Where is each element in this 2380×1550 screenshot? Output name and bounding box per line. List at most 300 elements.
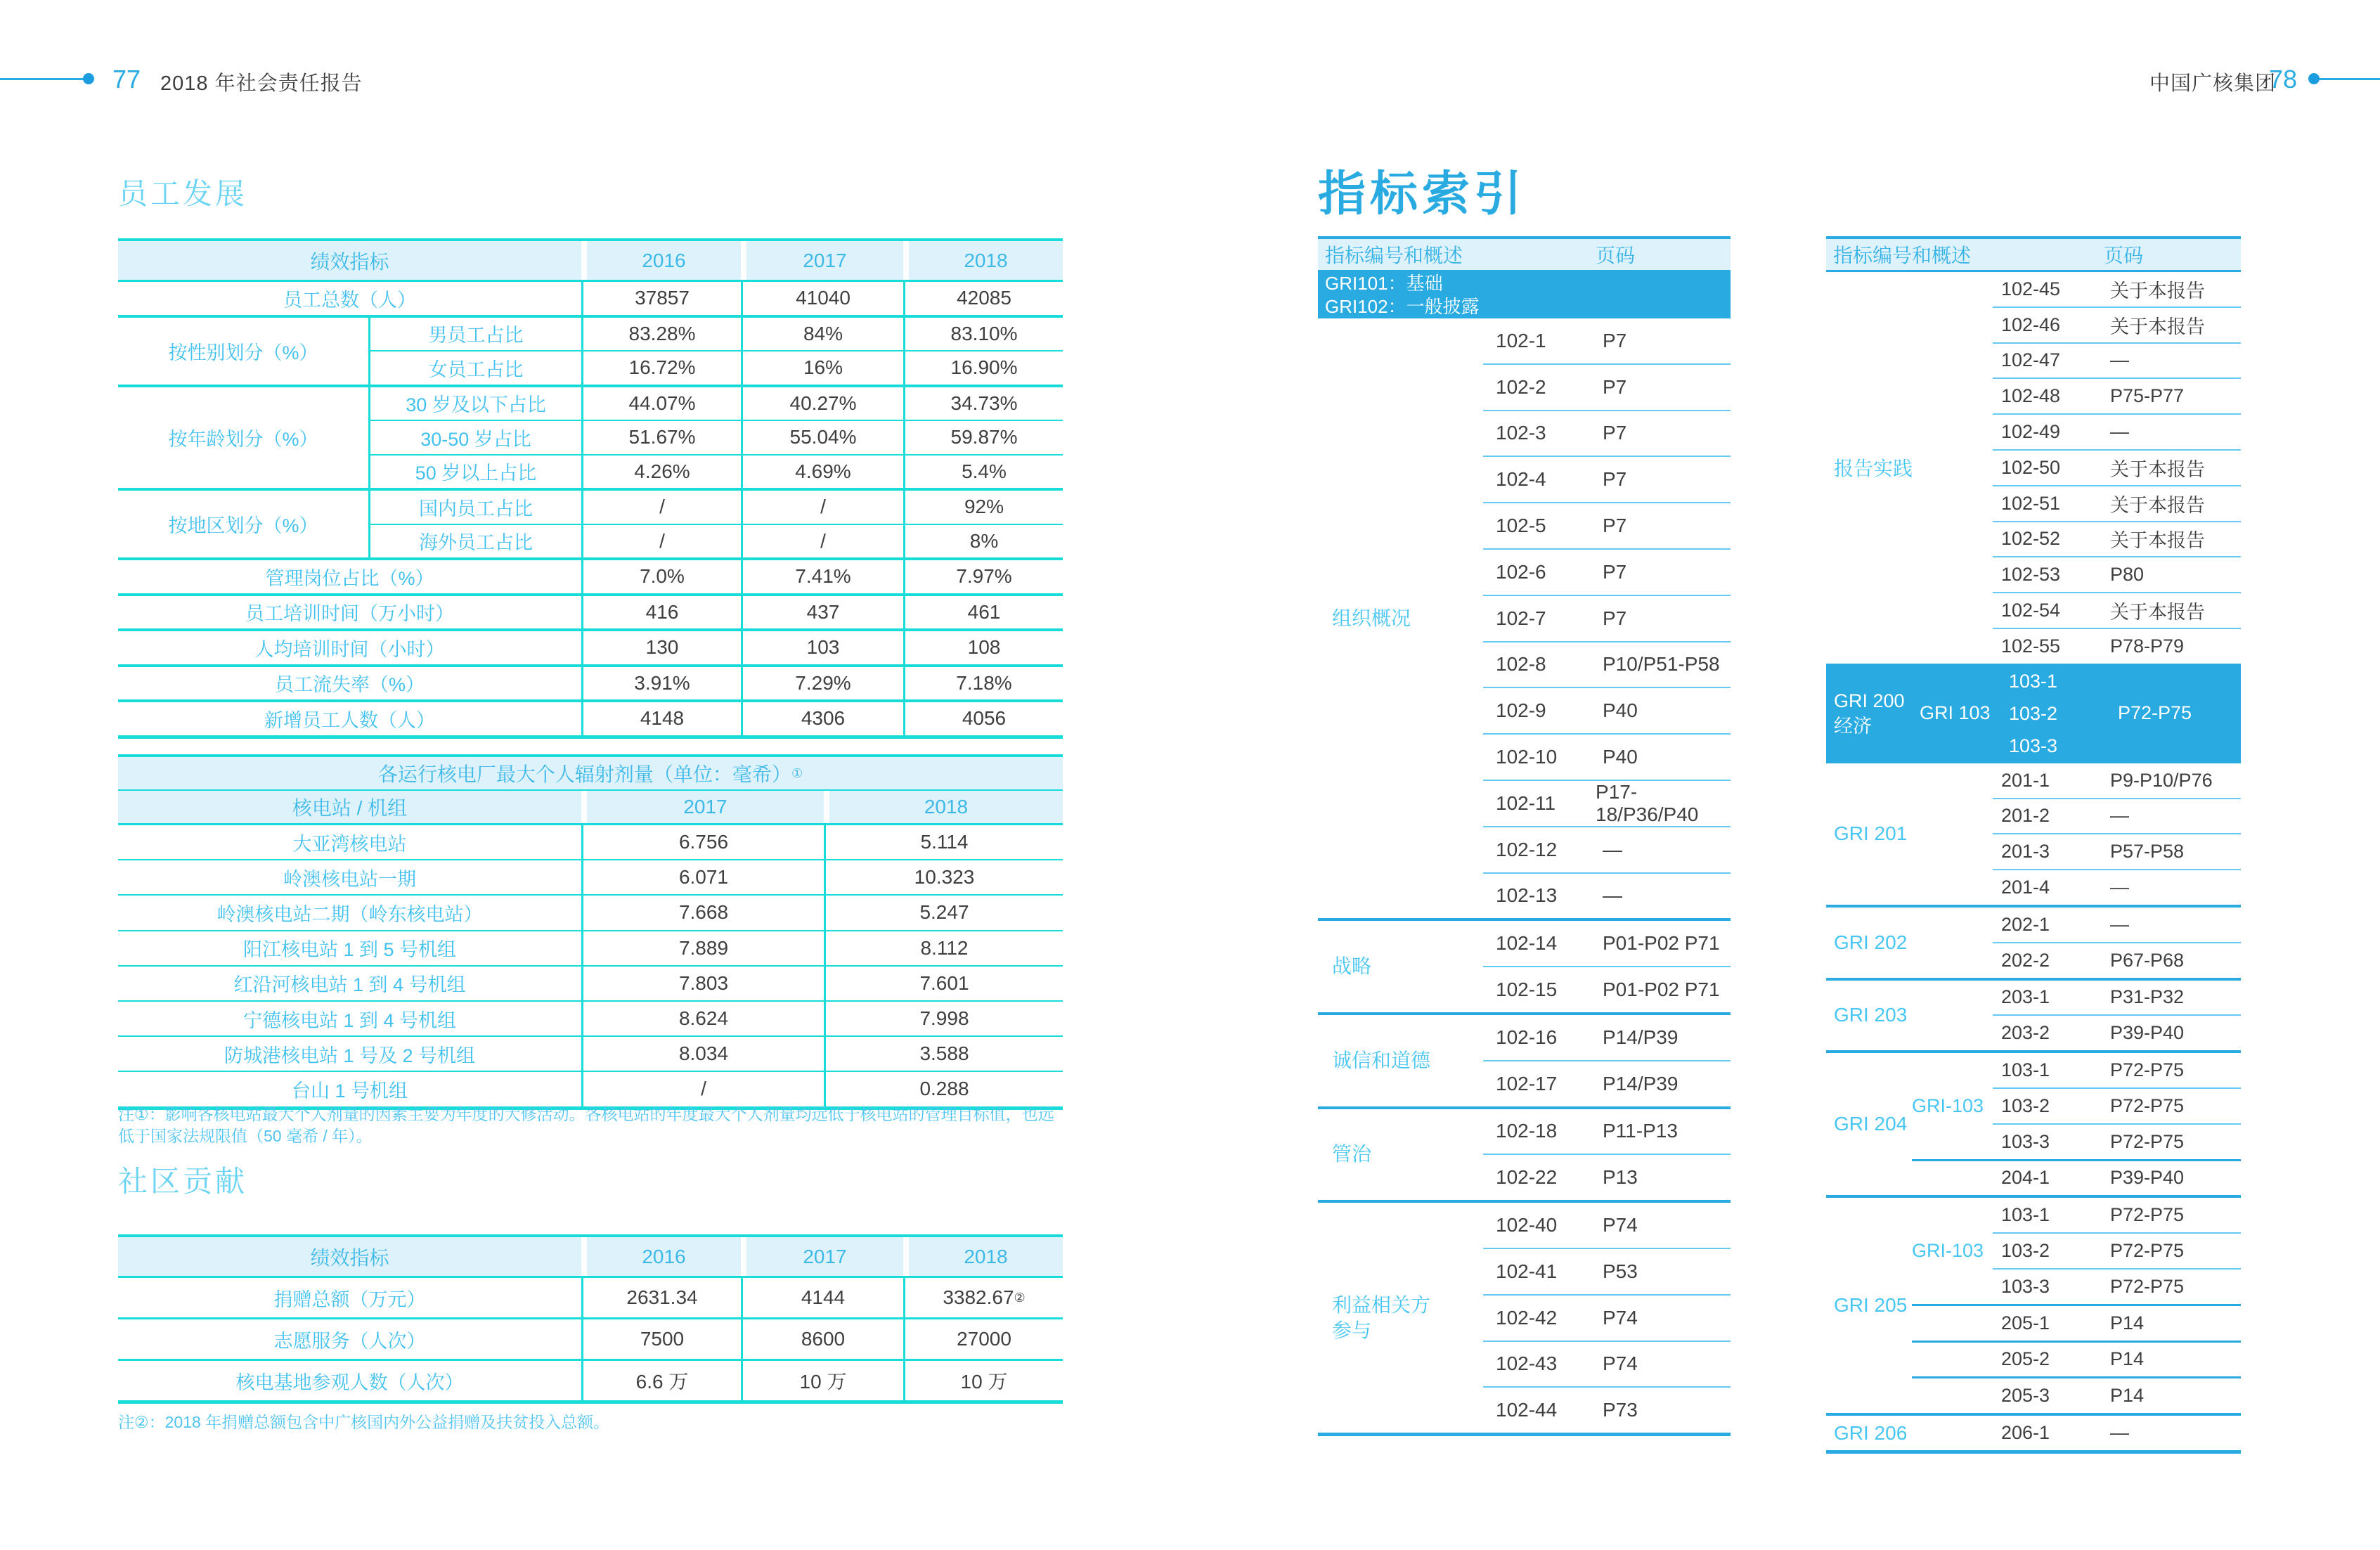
gri-page-ref: — — [2110, 421, 2129, 443]
row-label: 新增员工人数（人） — [264, 709, 435, 731]
table-header-row — [118, 791, 1063, 825]
value-cell: 4056 — [903, 702, 1063, 735]
gri-row — [1993, 1416, 2241, 1450]
column-header: 2016 — [581, 241, 741, 280]
gri-200-banner — [1826, 664, 2241, 763]
gri-page-ref: P72-P75 — [2110, 1130, 2185, 1152]
gri-subgroup — [1912, 1053, 2241, 1158]
gri-indicator: 102-42 — [1496, 1306, 1558, 1329]
table-row — [118, 859, 1063, 894]
gri-row — [1993, 306, 2241, 342]
gri-indicator: 201-2 — [2001, 805, 2050, 827]
value-cell: / — [581, 1072, 824, 1106]
gri-row — [1993, 942, 2241, 978]
table-row — [370, 420, 1063, 454]
gri-group — [1318, 918, 1731, 1012]
gri-page-ref: — — [2110, 877, 2129, 898]
gri-index-left-body — [1318, 318, 1731, 1433]
gri-row — [1483, 1341, 1731, 1387]
gri-index-right-body — [1826, 272, 2241, 1450]
gri-indicator: 102-18 — [1496, 1120, 1558, 1142]
table-row — [118, 894, 1063, 929]
row-label: 阳江核电站 1 到 5 号机组 — [242, 939, 457, 961]
row-group-label: 按性别划分（%） — [118, 318, 370, 385]
gri-page-ref: P80 — [2110, 564, 2145, 586]
table-row-group — [118, 315, 1063, 385]
gri-page-ref: P40 — [1603, 699, 1638, 722]
gri-row — [1993, 908, 2241, 942]
row-label: 人均培训时间（小时） — [254, 638, 445, 660]
gri-row — [1993, 377, 2241, 413]
footnote-1: 注①：影响各核电站最大个人剂量的因素主要为年度的大修活动。各核电站的年度最大个人剂量均远低于核电站的管理目标值，也远低于国家法规限值（50 毫希 / 年）。 — [118, 1105, 1054, 1145]
value-cell: 5.114 — [824, 825, 1063, 859]
value-cell: 27000 — [903, 1319, 1063, 1359]
header-rule-right — [2320, 78, 2380, 80]
gri-category-text: 管治 — [1332, 1143, 1372, 1165]
gri-indicator: 102-17 — [1496, 1072, 1558, 1094]
gri-category-label — [1318, 1203, 1483, 1433]
row-label: 员工流失率（%） — [274, 674, 425, 696]
gri-group — [1826, 1195, 2241, 1413]
table-row-group — [118, 385, 1063, 489]
table-header-row — [118, 1237, 1063, 1278]
table-row — [370, 387, 1063, 420]
gri-indicator: 102-44 — [1496, 1399, 1558, 1421]
gri-indicator: 102-11 — [1496, 792, 1556, 814]
value-cell: 0.288 — [824, 1072, 1063, 1106]
table-header-row — [1318, 236, 1731, 272]
table-row — [118, 1000, 1063, 1035]
gri-subgroup — [1912, 1198, 2241, 1303]
value-cell: 108 — [903, 631, 1063, 664]
page-title-index: 指标索引 — [1318, 167, 1527, 221]
value-cell: 7.601 — [824, 967, 1063, 1000]
row-label: 海外员工占比 — [419, 532, 533, 554]
gri-group-rows — [1483, 1109, 1731, 1201]
gri-row — [1912, 1376, 2241, 1413]
column-header: 核电站 / 机组 — [118, 791, 581, 823]
gri-indicator: 103-3 — [2001, 1275, 2050, 1297]
gri-group — [1826, 763, 2241, 905]
value-cell: 461 — [903, 596, 1063, 629]
table-row-group — [118, 557, 1063, 593]
value-cell: / — [581, 491, 741, 524]
gri-row — [1993, 763, 2241, 798]
gri-page-ref: 关于本报告 — [2110, 316, 2205, 337]
gri-indicator: 103-1 — [2001, 1059, 2050, 1081]
gri-category-label: 报告实践 — [1834, 458, 1913, 480]
value-cell: / — [741, 491, 903, 524]
community-table-body — [118, 1278, 1063, 1400]
gri-indicator: 202-2 — [2001, 949, 2050, 971]
gri-page-ref: P57-P58 — [2110, 841, 2185, 863]
row-label: 50 岁以上占比 — [415, 463, 537, 484]
gri-indicator: 103-1 — [2009, 670, 2058, 692]
gri-row — [1993, 1053, 2241, 1087]
banner-indicators — [2000, 664, 2118, 763]
row-label: 员工培训时间（万小时） — [245, 603, 454, 625]
gri-indicator: 102-3 — [1496, 422, 1546, 444]
value-cell: 4148 — [581, 702, 741, 735]
gri-indicator: 102-9 — [1496, 699, 1546, 722]
gri-page-ref: P72-P75 — [2118, 702, 2192, 724]
gri-category-label: GRI 205 — [1834, 1294, 1908, 1317]
row-label: 岭澳核电站一期 — [283, 868, 416, 890]
footnote-2: 注②：2018 年捐赠总额包含中广核国内外公益捐赠及扶贫投入总额。 — [118, 1413, 610, 1431]
table-row — [118, 1359, 1063, 1400]
table-row — [370, 491, 1063, 524]
table-row-group — [118, 593, 1063, 629]
gri-page-ref: 关于本报告 — [2110, 494, 2205, 516]
gri-row — [1912, 1159, 2241, 1196]
gri-indicator: 102-52 — [2001, 528, 2061, 550]
value-cell: 42085 — [903, 282, 1063, 315]
gri-group — [1826, 272, 2241, 664]
gri-row — [1483, 1015, 1731, 1060]
value-cell: 8% — [903, 525, 1063, 558]
gri-indicator: 102-13 — [1496, 884, 1558, 907]
value-cell: 83.10% — [903, 318, 1063, 351]
gri-category-text: 战略 — [1332, 955, 1372, 978]
value-cell: 7.889 — [581, 931, 824, 965]
gri-row — [1483, 1109, 1731, 1154]
gri-page-ref: P40 — [1603, 746, 1638, 768]
table-row — [370, 350, 1063, 385]
gri-category-text: 利益相关方参与 — [1332, 1293, 1431, 1341]
value-cell: 3.91% — [581, 667, 741, 700]
gri-indicator: 102-5 — [1496, 515, 1546, 537]
table-row — [118, 560, 1063, 593]
gri-indicator: 102-14 — [1496, 932, 1558, 955]
banner-category-line: GRI 200 — [1834, 690, 1905, 711]
value-cell: 16% — [741, 351, 903, 385]
gri-page-ref: P74 — [1603, 1306, 1638, 1329]
gri-row — [1483, 921, 1731, 966]
gri-category-label — [1318, 921, 1483, 1012]
company-name: 中国广核集团 — [2149, 72, 2277, 95]
row-label: 女员工占比 — [428, 359, 524, 380]
value-cell: 4.69% — [741, 456, 903, 489]
table-row — [118, 1035, 1063, 1071]
value-cell: 10 万 — [903, 1361, 1063, 1400]
gri-indicator: 102-51 — [2001, 492, 2061, 514]
value-cell: 10.323 — [824, 860, 1063, 894]
value-cell: 6.6 万 — [581, 1361, 741, 1400]
gri-indicator: 102-7 — [1496, 607, 1546, 629]
gri-indicator: 103-3 — [2001, 1130, 2050, 1152]
gri-page-ref: P39-P40 — [2110, 1022, 2185, 1044]
page-number-right: 78 — [2269, 65, 2298, 93]
gri-row — [1483, 733, 1731, 780]
value-cell: 437 — [741, 596, 903, 629]
gri-indicator: 103-2 — [2001, 1094, 2050, 1116]
radiation-dose-table — [118, 754, 1063, 1110]
column-header: 2017 — [741, 1237, 903, 1276]
gri-row — [1483, 1294, 1731, 1341]
radiation-table-body — [118, 825, 1063, 1106]
column-header: 绩效指标 — [118, 1237, 581, 1276]
gri-row — [1993, 556, 2241, 592]
gri-page-ref: P72-P75 — [2110, 1240, 2185, 1262]
value-cell: 4144 — [741, 1278, 903, 1317]
row-label: 大亚湾核电站 — [292, 833, 407, 855]
gri-page-ref: P74 — [1603, 1352, 1638, 1375]
gri-page-ref: P11-P13 — [1603, 1120, 1678, 1142]
gri-page-ref: P53 — [1603, 1260, 1638, 1282]
table-header-row — [1826, 236, 2241, 272]
value-cell: 83.28% — [581, 318, 741, 351]
gri-row — [1483, 502, 1731, 548]
gri-row — [1483, 1154, 1731, 1200]
row-label: 宁德核电站 1 到 4 号机组 — [242, 1009, 457, 1031]
gri-page-ref: 关于本报告 — [2110, 530, 2205, 552]
gri-subgroup-rows — [1993, 1053, 2241, 1158]
gri-group — [1826, 905, 2241, 978]
value-cell: 3382.67 ② — [903, 1278, 1063, 1317]
gri-row — [1912, 1341, 2241, 1377]
table-title: 各运行核电厂最大个人辐射剂量（单位：毫希） ① — [118, 757, 1063, 791]
banner-category-line: 经济 — [1834, 715, 1872, 737]
gri-indicator: 102-6 — [1496, 560, 1546, 583]
gri-row — [1483, 1060, 1731, 1106]
gri-indicator: 102-15 — [1496, 979, 1558, 1001]
gri-row — [1993, 981, 2241, 1015]
gri-indicator: 203-1 — [2001, 986, 2050, 1008]
table-row — [118, 965, 1063, 1000]
gri-group-rows — [1993, 272, 2241, 664]
gri-indicator: 102-10 — [1496, 746, 1558, 768]
row-label: 捐赠总额（万元） — [273, 1289, 426, 1310]
row-label: 管理岗位占比（%） — [265, 567, 434, 589]
row-label: 岭澳核电站二期（岭东核电站） — [216, 903, 483, 925]
gri-row — [1993, 1232, 2241, 1268]
value-cell: 16.72% — [581, 351, 741, 385]
gri-group-rows — [1993, 908, 2241, 978]
gri-indicator: 102-8 — [1496, 653, 1546, 676]
gri-page-ref: P14/P39 — [1603, 1072, 1679, 1094]
gri-page-ref: P74 — [1603, 1214, 1638, 1236]
gri-group-rows — [1483, 921, 1731, 1012]
gri-indicator: 102-2 — [1496, 375, 1546, 398]
gri-indicator: 102-54 — [2001, 600, 2061, 621]
column-header: 页码 — [1596, 245, 1636, 266]
banner-line: GRI102：一般披露 — [1325, 296, 1480, 317]
value-cell: / — [581, 525, 741, 558]
gri-row — [1993, 1123, 2241, 1159]
gri-row — [1483, 548, 1731, 595]
value-cell: 103 — [741, 631, 903, 664]
table-title-text: 各运行核电厂最大个人辐射剂量（单位：毫希） — [377, 763, 791, 785]
column-header: 指标编号和概述 — [1325, 245, 1463, 266]
gri-indicator: 203-2 — [2001, 1022, 2050, 1044]
gri-row — [1993, 449, 2241, 485]
gri-page-ref: — — [2110, 805, 2129, 827]
gri-indicator: 102-4 — [1496, 468, 1546, 491]
table-row-group — [118, 664, 1063, 700]
gri-category-label: GRI 201 — [1834, 822, 1908, 845]
gri-group-rows — [1483, 1015, 1731, 1106]
value-cell: 7.18% — [903, 667, 1063, 700]
gri-row — [1483, 872, 1731, 919]
row-label: 红沿河核电站 1 到 4 号机组 — [233, 974, 466, 996]
value-cell: 55.04% — [741, 421, 903, 454]
gri-page-ref: — — [2110, 1422, 2129, 1443]
gri-page-ref: P7 — [1603, 375, 1627, 398]
row-label: 核电基地参观人数（人次） — [235, 1371, 464, 1393]
gri-category-label: GRI 202 — [1834, 931, 1908, 953]
gri-page-ref: P13 — [1603, 1166, 1638, 1189]
value-cell: 7.97% — [903, 560, 1063, 593]
banner-category — [1826, 664, 1920, 763]
header-dot-right — [2308, 73, 2320, 84]
gri-sub-label: GRI-103 — [1912, 1094, 1984, 1116]
gri-index-table-left — [1318, 236, 1731, 1436]
value-cell: 416 — [581, 596, 741, 629]
gri-group-inner — [1912, 1053, 2241, 1195]
header-rule-left — [0, 78, 86, 80]
gri-group — [1318, 1012, 1731, 1106]
gri-indicator: 201-1 — [2001, 769, 2050, 791]
gri-page-ref: P14 — [2110, 1348, 2145, 1370]
gri-page-ref: P01-P02 P71 — [1603, 932, 1720, 955]
gri-page-ref: P72-P75 — [2110, 1094, 2185, 1116]
page-number-left: 77 — [112, 65, 141, 93]
row-group-label: 按地区划分（%） — [118, 491, 370, 557]
row-label: 员工总数（人） — [283, 289, 416, 311]
gri-indicator: 102-45 — [2001, 278, 2061, 299]
gri-row — [1993, 1087, 2241, 1123]
gri-page-ref: P39-P40 — [2110, 1167, 2185, 1189]
value-cell: 4306 — [741, 702, 903, 735]
gri-category-text: 组织概况 — [1332, 607, 1411, 629]
value-cell: 7.803 — [581, 967, 824, 1000]
row-group-label: 按年龄划分（%） — [118, 387, 370, 489]
value-cell: 34.73% — [903, 387, 1063, 420]
gri-page-ref: P72-P75 — [2110, 1275, 2185, 1297]
section-title-employee-development: 员工发展 — [118, 177, 248, 210]
gri-page-ref: 关于本报告 — [2110, 280, 2205, 302]
gri-101-102-banner — [1318, 272, 1731, 318]
gri-indicator: 102-49 — [2001, 421, 2061, 443]
gri-group-rows — [1483, 1203, 1731, 1433]
row-group-rows — [370, 318, 1063, 385]
value-cell: 37857 — [581, 282, 741, 315]
gri-sub-label: GRI-103 — [1912, 1240, 1984, 1262]
gri-indicator: 102-41 — [1496, 1260, 1558, 1282]
gri-page-ref: — — [1603, 884, 1622, 907]
gri-row — [1483, 410, 1731, 456]
gri-indicator: 205-1 — [2001, 1312, 2050, 1333]
gri-group — [1318, 318, 1731, 918]
column-header: 2017 — [741, 241, 903, 280]
gri-indicator: 102-53 — [2001, 564, 2061, 586]
gri-row — [1993, 869, 2241, 905]
gri-page-ref: — — [1603, 838, 1622, 860]
value-cell: 40.27% — [741, 387, 903, 420]
gri-group — [1826, 978, 2241, 1051]
gri-row — [1993, 272, 2241, 306]
value-cell: 5.247 — [824, 896, 1063, 929]
value-cell: 130 — [581, 631, 741, 664]
gri-page-ref: P72-P75 — [2110, 1204, 2185, 1226]
value-cell: 7.998 — [824, 1002, 1063, 1035]
value-cell: 7.41% — [741, 560, 903, 593]
gri-indicator: 205-3 — [2001, 1385, 2050, 1407]
gri-group-rows — [1993, 981, 2241, 1051]
table-header-row — [118, 241, 1063, 282]
table-row-group — [118, 282, 1063, 315]
gri-indicator: 103-3 — [2009, 735, 2058, 756]
gri-category-label — [1318, 1109, 1483, 1201]
row-label: 国内员工占比 — [419, 498, 533, 519]
gri-page-ref: P7 — [1603, 560, 1627, 583]
gri-indicator: 204-1 — [2001, 1167, 2050, 1189]
value-cell: 16.90% — [903, 351, 1063, 385]
table-row-group — [118, 699, 1063, 735]
table-row — [118, 1317, 1063, 1359]
table-row — [118, 631, 1063, 664]
value-cell: 59.87% — [903, 421, 1063, 454]
value-cell: 8.624 — [581, 1002, 824, 1035]
value-cell: 44.07% — [581, 387, 741, 420]
gri-row — [1993, 628, 2241, 664]
gri-indicator: 102-16 — [1496, 1026, 1558, 1048]
value-cell: 8.112 — [824, 931, 1063, 965]
gri-indicator: 103-2 — [2009, 702, 2058, 724]
gri-group-rows — [1483, 318, 1731, 918]
gri-indicator: 102-22 — [1496, 1166, 1558, 1189]
gri-page-ref: P14 — [2110, 1312, 2145, 1333]
gri-row — [1993, 485, 2241, 521]
gri-row — [1993, 342, 2241, 378]
gri-indicator: 102-40 — [1496, 1214, 1558, 1236]
header-dot-left — [83, 73, 94, 84]
report-title-left: 2018 年社会责任报告 — [160, 72, 363, 95]
value-cell: 84% — [741, 318, 903, 351]
gri-page-ref: P17-18/P36/P40 — [1596, 780, 1699, 825]
column-header: 指标编号和概述 — [1833, 245, 1972, 266]
gri-indicator: 206-1 — [2001, 1422, 2050, 1443]
banner-sub-label: GRI 103 — [1920, 702, 1991, 724]
gri-page-ref: 关于本报告 — [2110, 602, 2205, 624]
table-row — [370, 318, 1063, 351]
gri-page-ref: P7 — [1603, 515, 1627, 537]
gri-row — [1912, 1304, 2241, 1341]
row-label: 防城港核电站 1 号及 2 号机组 — [224, 1045, 476, 1066]
gri-indicator: 103-2 — [2001, 1240, 2050, 1262]
gri-row — [1483, 641, 1731, 687]
row-group-rows — [370, 387, 1063, 489]
table-row — [118, 825, 1063, 859]
table-row — [118, 596, 1063, 629]
gri-page-ref: P73 — [1603, 1399, 1638, 1421]
gri-row — [1993, 798, 2241, 834]
gri-page-ref: P10/P51-P58 — [1603, 653, 1720, 676]
gri-indicator: 205-2 — [2001, 1348, 2050, 1370]
gri-row — [1483, 456, 1731, 502]
value-cell: 8600 — [741, 1319, 903, 1359]
gri-page-ref: P31-P32 — [2110, 986, 2185, 1008]
column-header: 2018 — [903, 1237, 1063, 1276]
value-cell: 41040 — [741, 282, 903, 315]
column-header: 2018 — [824, 791, 1063, 823]
gri-row — [1483, 966, 1731, 1012]
gri-indicator: 102-50 — [2001, 456, 2061, 478]
gri-category-text: 诚信和道德 — [1332, 1049, 1431, 1071]
column-header: 2016 — [581, 1237, 741, 1276]
gri-indicator: 102-12 — [1496, 838, 1558, 860]
row-label: 30 岁及以下占比 — [406, 394, 546, 416]
